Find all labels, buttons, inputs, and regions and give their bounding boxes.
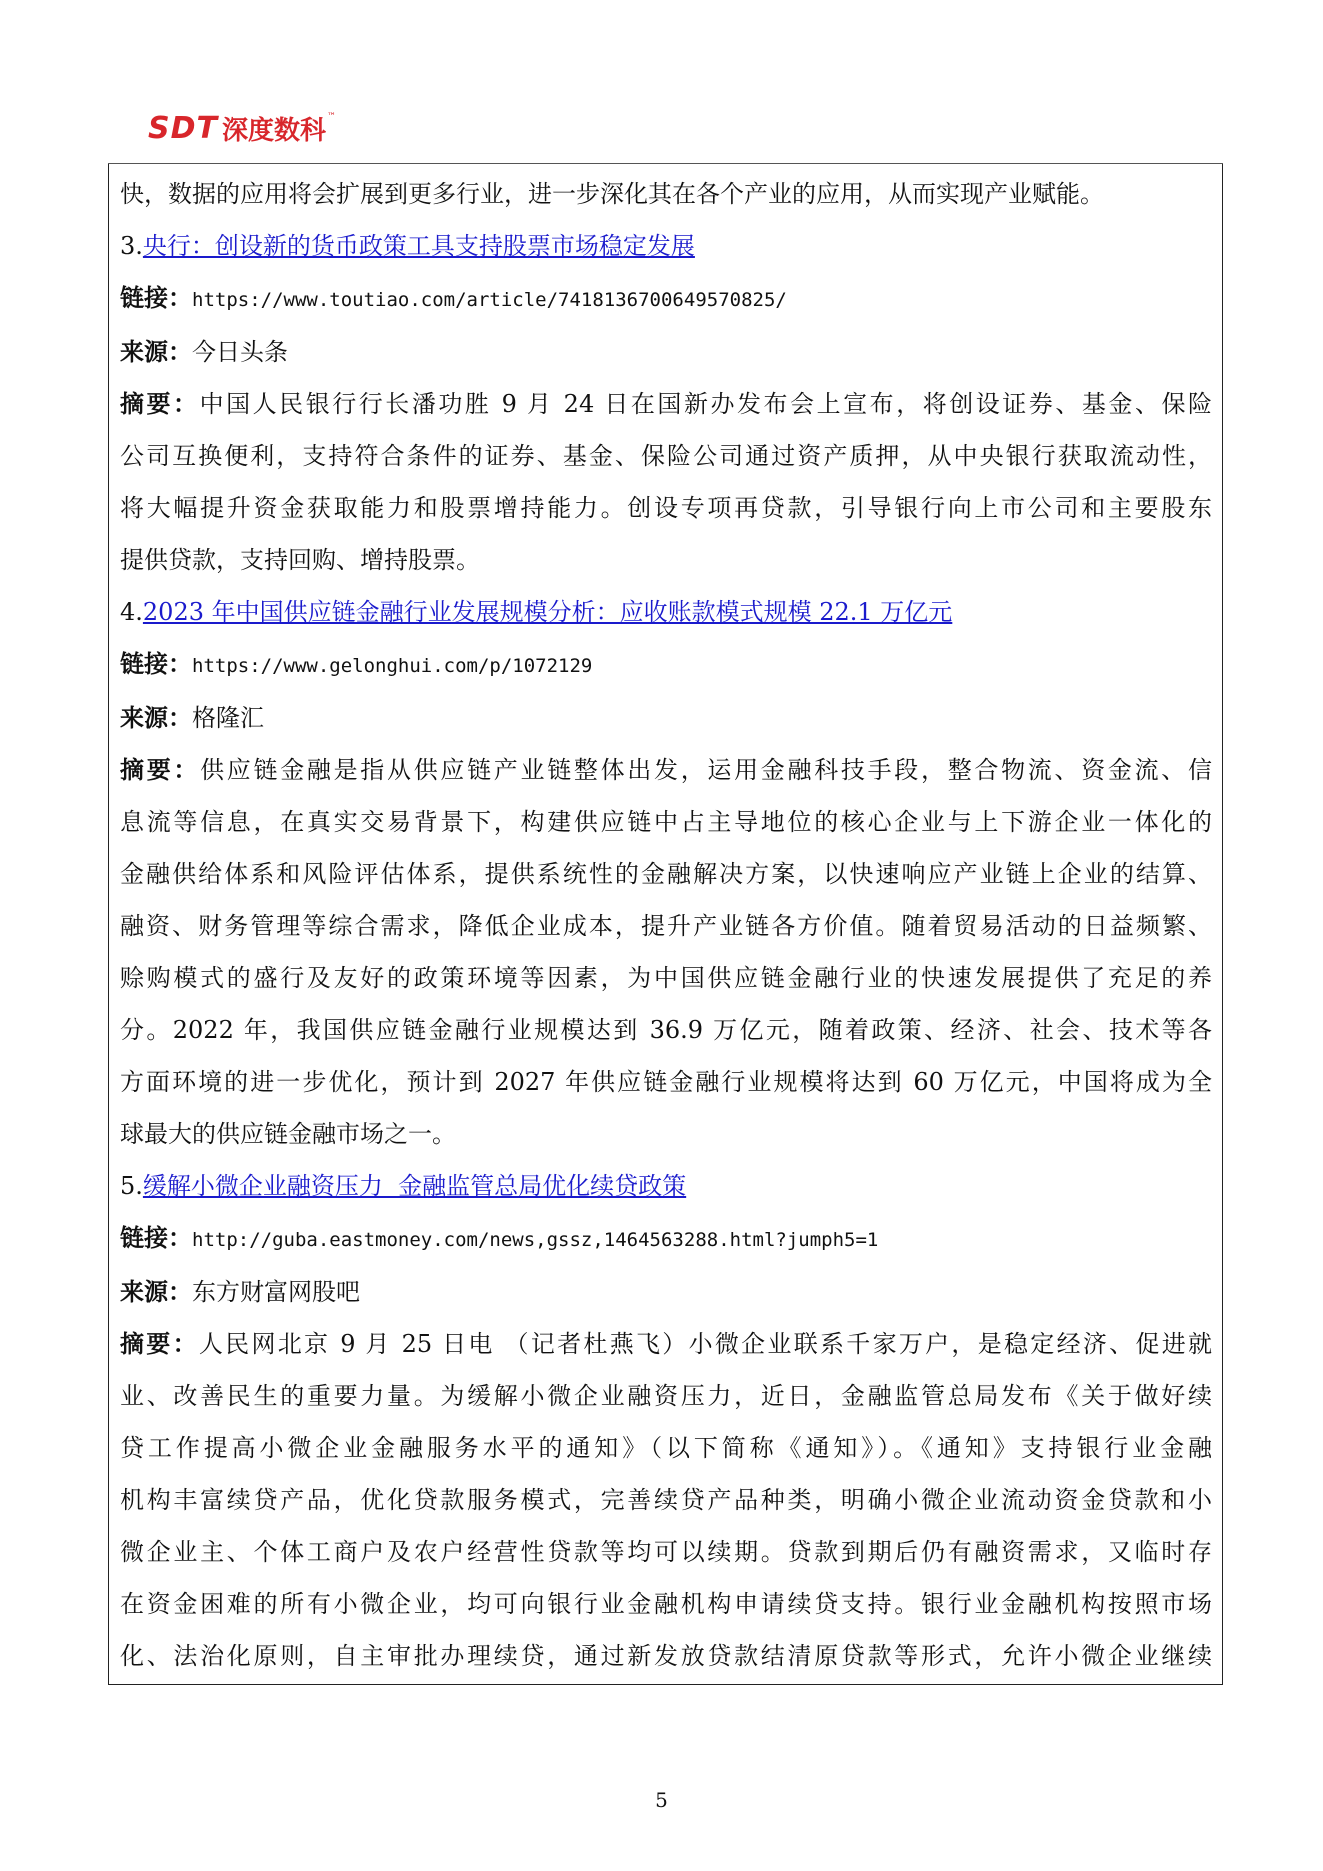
link-label: 链接： bbox=[120, 283, 192, 312]
link-label: 链接： bbox=[120, 1223, 192, 1252]
summary-line: 赊购模式的盛行及友好的政策环境等因素，为中国供应链金融行业的快速发展提供了充足的养 bbox=[120, 964, 1212, 992]
article-link-row bbox=[120, 272, 1212, 326]
summary-label: 摘要： bbox=[120, 389, 200, 418]
summary-line: 化、法治化原则，自主审批办理续贷，通过新发放贷款结清原贷款等形式，允许小微企业继续 bbox=[120, 1642, 1212, 1670]
article-source-row bbox=[120, 692, 1212, 744]
article-source: 格隆汇 bbox=[192, 704, 264, 732]
summary-line: 方面环境的进一步优化，预计到 2027 年供应链金融行业规模将达到 60 万亿元，中国将成为全 bbox=[120, 1068, 1212, 1096]
article-link-row bbox=[120, 1212, 1212, 1266]
source-label: 来源： bbox=[120, 337, 192, 366]
summary-line: 微企业主、个体工商户及农户经营性贷款等均可以续期。贷款到期后仍有融资需求，又临时存 bbox=[120, 1538, 1212, 1566]
article-number: 4. bbox=[120, 598, 143, 626]
summary-line: 在资金困难的所有小微企业，均可向银行业金融机构申请续贷支持。银行业金融机构按照市场 bbox=[120, 1590, 1212, 1618]
summary-line: 业、改善民生的重要力量。为缓解小微企业融资压力，近日，金融监管总局发布《关于做好续 bbox=[120, 1382, 1212, 1410]
article-title-link[interactable]: 缓解小微企业融资压力 金融监管总局优化续贷政策 bbox=[142, 1172, 687, 1200]
summary-line: 金融供给体系和风险评估体系，提供系统性的金融解决方案，以快速响应产业链上企业的结算、 bbox=[120, 860, 1212, 888]
article-number: 3. bbox=[120, 232, 143, 260]
article-title-row bbox=[120, 586, 1212, 638]
continuation-paragraph: 快，数据的应用将会扩展到更多行业，进一步深化其在各个产业的应用，从而实现产业赋能。 bbox=[120, 180, 1104, 208]
logo-sdt-text: SDT bbox=[148, 110, 218, 146]
logo-chinese-text: 深度数科 bbox=[221, 115, 326, 146]
article-source: 东方财富网股吧 bbox=[192, 1278, 360, 1306]
news-content bbox=[120, 168, 1212, 1682]
article-summary bbox=[120, 378, 1212, 586]
source-label: 来源： bbox=[120, 703, 192, 732]
article-source: 今日头条 bbox=[192, 338, 288, 366]
article-url[interactable]: https://www.gelonghui.com/p/1072129 bbox=[192, 655, 593, 677]
article-url[interactable]: https://www.toutiao.com/article/7418136700649570825/ bbox=[192, 289, 787, 311]
source-label: 来源： bbox=[120, 1277, 192, 1306]
trademark-mark: ™ bbox=[327, 112, 336, 122]
article-link-row bbox=[120, 638, 1212, 692]
summary-line: 提供贷款，支持回购、增持股票。 bbox=[120, 546, 480, 574]
article-title-row bbox=[120, 1160, 1212, 1212]
article-summary bbox=[120, 744, 1212, 1160]
summary-line: 中国人民银行行长潘功胜 9 月 24 日在国新办发布会上宣布，将创设证券、基金、保险 bbox=[199, 390, 1213, 418]
summary-line: 贷工作提高小微企业金融服务水平的通知》（以下简称《通知》）。《通知》支持银行业金融 bbox=[120, 1434, 1212, 1462]
summary-label: 摘要： bbox=[120, 755, 201, 784]
article-source-row bbox=[120, 326, 1212, 378]
page-number: 5 bbox=[655, 1788, 668, 1812]
summary-line: 分。2022 年，我国供应链金融行业规模达到 36.9 万亿元，随着政策、经济、社会、技术等各 bbox=[120, 1016, 1212, 1044]
article-number: 5. bbox=[120, 1172, 143, 1200]
summary-label: 摘要： bbox=[120, 1329, 199, 1358]
summary-line: 融资、财务管理等综合需求，降低企业成本，提升产业链各方价值。随着贸易活动的日益频繁、 bbox=[120, 912, 1212, 940]
link-label: 链接： bbox=[120, 649, 192, 678]
summary-line: 息流等信息，在真实交易背景下，构建供应链中占主导地位的核心企业与上下游企业一体化的 bbox=[120, 808, 1212, 836]
article-summary bbox=[120, 1318, 1212, 1682]
article-title-link[interactable]: 央行：创设新的货币政策工具支持股票市场稳定发展 bbox=[142, 232, 695, 260]
company-logo bbox=[148, 108, 336, 148]
article-url[interactable]: http://guba.eastmoney.com/news,gssz,1464563288.html?jumph5=1 bbox=[192, 1229, 879, 1251]
article-source-row bbox=[120, 1266, 1212, 1318]
summary-line: 供应链金融是指从供应链产业链整体出发，运用金融科技手段，整合物流、资金流、信 bbox=[200, 756, 1213, 784]
summary-line: 公司互换便利，支持符合条件的证券、基金、保险公司通过资产质押，从中央银行获取流动性， bbox=[120, 442, 1212, 470]
article-title-link[interactable]: 2023 年中国供应链金融行业发展规模分析：应收账款模式规模 22.1 万亿元 bbox=[142, 598, 953, 626]
summary-line: 人民网北京 9 月 25 日电 （记者杜燕飞）小微企业联系千家万户，是稳定经济、促进就 bbox=[198, 1330, 1213, 1358]
summary-line: 将大幅提升资金获取能力和股票增持能力。创设专项再贷款，引导银行向上市公司和主要股东 bbox=[120, 494, 1212, 522]
summary-line: 机构丰富续贷产品，优化贷款服务模式，完善续贷产品种类，明确小微企业流动资金贷款和小 bbox=[120, 1486, 1212, 1514]
article-title-row bbox=[120, 220, 1212, 272]
summary-line: 球最大的供应链金融市场之一。 bbox=[120, 1120, 456, 1148]
